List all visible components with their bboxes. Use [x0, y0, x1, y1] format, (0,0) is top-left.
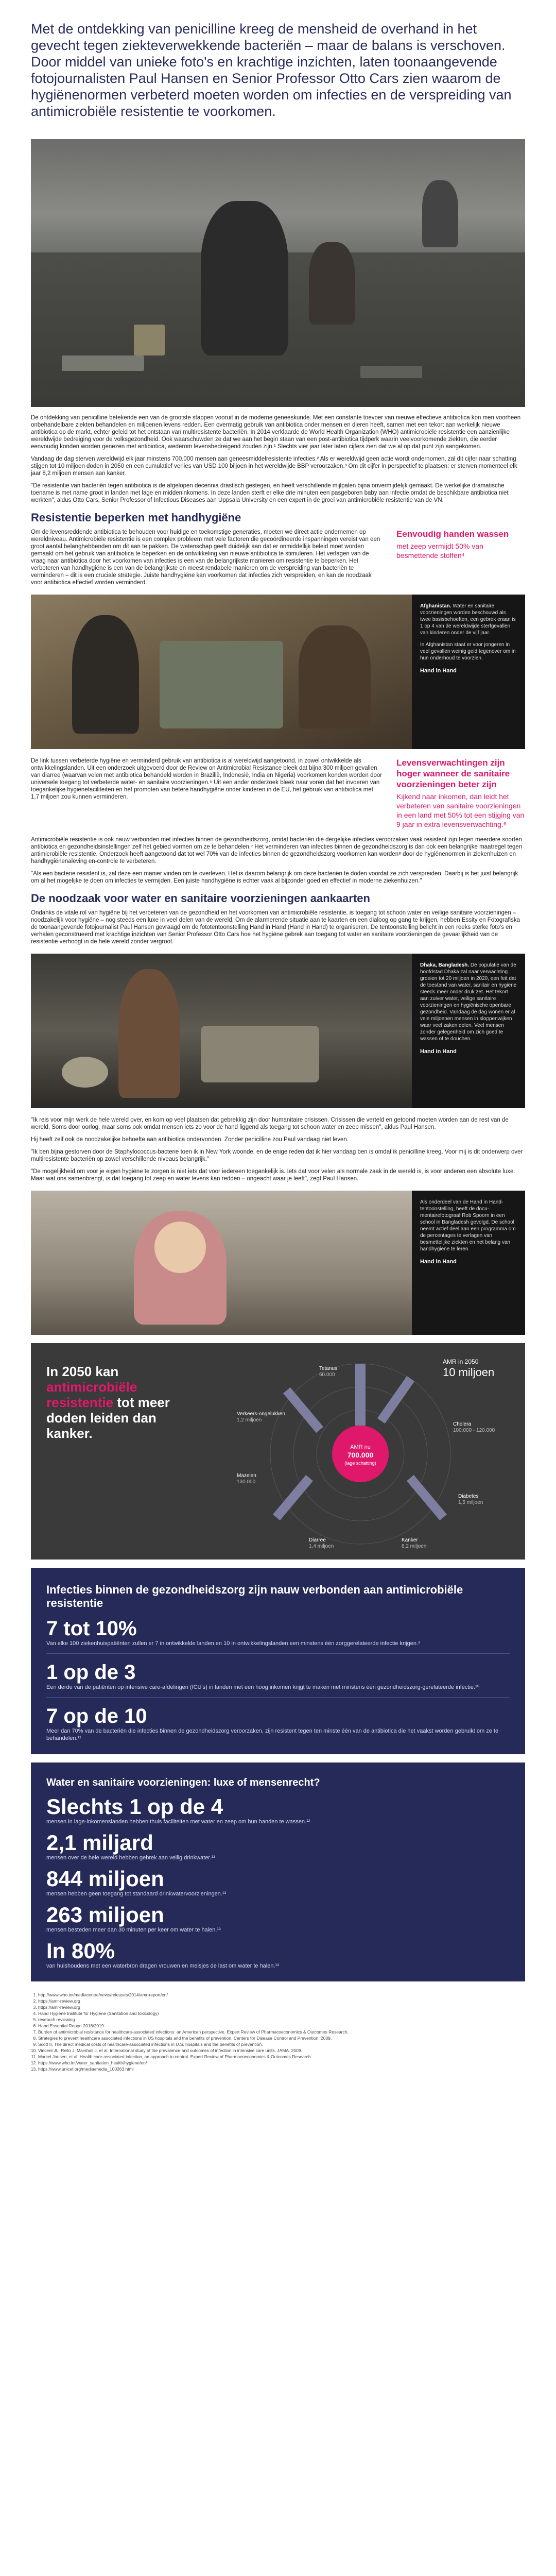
segment-value: 130.000 — [237, 1479, 256, 1485]
amr-title-highlight: antimicrobiële resistentie — [46, 1379, 137, 1410]
photo-caption — [412, 595, 525, 749]
water-text: mensen in lage-inkomenslanden hebben thuis faciliteiten met water en zeep om hun handen te wassen.¹² — [46, 1819, 310, 1825]
quote: "Ik reis voor mijn werk de hele wereld over, en kom op veel plaatsen dat gebrekkig zijn door humanitaire crisissen. Crisissen die verteld en getoond moeten worden aan de rest van de wereld. Soms door oorlog, maar soms ook omdat mensen iets zo voor de hand liggend als toegang tot schoon water en zeep missen", aldus Paul Hansen. — [31, 1117, 509, 1130]
reference: 7. Burden of antimicrobial resistance for healthcare-associated infections: an American perspective. Expert Review of Pharmacoeconomics & Outcomes Research. — [38, 2029, 525, 2035]
caption-brand: Hand in Hand — [420, 1259, 457, 1265]
reference: 11. Marcel Jansen, et al. Health care-associated infection, an approach to control. Expert Review of Pharmacoeconomics & Outcomes Research. — [38, 2054, 525, 2060]
segment-label: Mazelen — [237, 1473, 256, 1479]
section-text: De link tussen verbeterde hygiëne en verminderd gebruik van antibiotica is al wereldwijd aangetoond, in zowel ontwikkelde als ontwikkelingslanden. Uit een onderzoek uitgevoerd door de Review on Antimicrobial Resistance bleek dat bijna 300 miljoen gevallen van diarree (waarvan velen met antibiotica behandeld worden in Brazilië, Indonesië, India en Nigeria) voorkomen konden worden door universele toegang tot verbeterde water- en sanitaire voorzieningen.⁵ Uit een ander onderzoek bleek naar voren dat het invoeren van toegankelijke hygiënefaciliteiten en het promoten van betere handhygiëne onder kinderen in de EU, het gebruik van antibiotica met 1,7 miljoen zou kunnen verminderen. — [31, 758, 383, 800]
segment-value: 1,2 miljoen — [237, 1417, 262, 1423]
fact-number: 7 tot 10% — [46, 1617, 137, 1640]
body-text-1 — [0, 414, 556, 504]
quote: "Ik ben bijna gestorven door de Staphylococcus-bacterie toen ik in New York woonde, en de enige reden dat ik hier vandaag ben is omdat ik penicilline kreeg. Voor mij is dit onderwerp over multiresistente bacteriën op zowel verschillende niveaus belangrijk." — [31, 1149, 523, 1162]
healthcare-infections-box — [31, 1568, 525, 1754]
paragraph: Vandaag de dag sterven wereldwijd elk jaar minstens 700.000 mensen aan geneesmiddelresistente infecties.² Als er wereldwijd geen actie wordt ondernomen, zal dit cijfer naar schatting stijgen tot 10 miljoen doden in 2050 en een cumulatief verlies van USD 100 biljoen in het wereldwijde BBP veroorzaken.³ Om dit cijfer in perspectief te plaatsen: er sterven momenteel elk jaar 8,2 miljoen mensen aan kanker. — [31, 456, 517, 477]
photo-figure — [309, 242, 355, 325]
pull-quote — [396, 757, 525, 829]
photo-afghanistan — [31, 595, 525, 749]
segment-value: 100.000 - 120.000 — [453, 1428, 495, 1433]
photo-image — [31, 1191, 412, 1335]
segment-value: 1,4 miljoen — [309, 1544, 334, 1549]
paragraph: Ondanks de vitale rol van hygiëne bij het verbeteren van de gezondheid en het voorkomen van antimicrobiële resistentie, is toegang tot schoon water en veilige sanitaire voorzieningen – noodzakelijk voor hygiëne – nog steeds een luxe in veel delen van de wereld. Om de alarmerende situatie aan te kaarten en een dialoog op gang te krijgen, hebben Essity en Fotografiska de toonaangevende fotojournalist Paul Hansen gevraagd om de fototentoonstelling Hand in Hand (Hand in Hand) te organiseren. De tentoonstelling belicht in een reeks sterke foto's en verhalen geconstrueerd met krachtige inzichten van Senior Professor Otto Cars hoe het hygiëne gebrek aan toegang tot water en sanitaire voorzieningen de gevaarlijkheid van de resistentie verhoogt in de hele wereld zonder vergroot. — [31, 910, 520, 945]
top-label: AMR in 2050 — [443, 1358, 479, 1365]
divider — [46, 1697, 510, 1698]
photo-dhaka — [31, 954, 525, 1108]
pull-quote-title: Levensverwachtingen zijn hoger wanneer de sanitaire voorzieningen beter zijn — [396, 758, 510, 789]
segment-label: Verkeers-ongelukken — [237, 1411, 285, 1417]
intro-text: Met de ontdekking van penicilline kreeg de mensheid de overhand in het gevecht tegen ziekteverwekkende bacteriën – maar de balans is verschoven. Door middel van unieke foto's en krachtige inzichten, laten toonaangevende fotojournalisten Paul Hansen en Senior Professor Otto Cars zien waarom de hygiënenormen verbeterd moeten worden om infecties en de verspreiding van antimicrobiële resistentie te voorkomen. — [31, 21, 512, 119]
photo-figure — [201, 201, 288, 355]
reference: 4. Hand Hygiene Institute for Hygiene (Sanitation and toxicology) — [38, 2010, 525, 2016]
body-text-2 — [0, 836, 556, 885]
water-number: 2,1 miljard — [46, 1831, 153, 1855]
photo-school — [31, 1191, 525, 1335]
segment-label: Diarree — [309, 1537, 326, 1543]
caption-text: Water en sanitaire voorzieningen worden beschouwd als twee basisbehoeften, een gebrek eraan is 1 op 4 van de wereldwijde sterfgevallen van kinderen onder de vijf jaar. — [420, 603, 516, 636]
reference: 3. https://amr-review.org — [38, 2004, 525, 2010]
segment-bar — [283, 1387, 323, 1433]
center-sub: (lage schatting) — [344, 1461, 376, 1466]
reference: 8. Strategies to prevent healthcare associated infections in US hospitals and the benefits of prevention. Centers for Disease Control and Prevention, 2009. — [38, 2035, 525, 2041]
photo-debris — [134, 325, 165, 355]
facts-heading: Infecties binnen de gezondheidszorg zijn nauw verbonden aan antimicrobiële resistentie — [46, 1583, 463, 1609]
center-value: 700.000 — [347, 1451, 374, 1459]
water-number: 844 miljoen — [46, 1867, 164, 1891]
hero-photo — [31, 139, 525, 407]
photo-figure — [422, 180, 458, 247]
segment-label: Cholera — [453, 1421, 472, 1427]
photo-image — [31, 954, 412, 1108]
caption-brand: Hand in Hand — [420, 668, 457, 674]
segment-bar — [377, 1376, 414, 1423]
amr-title-part: In 2050 kan — [46, 1364, 119, 1379]
top-value: 10 miljoen — [443, 1366, 495, 1379]
paragraph: De ontdekking van penicilline betekende een van de grootste stappen vooruit in de moderne geneeskunde. Met een constante toevoer van nieuwe effectieve antibiotica kon men voorheen onbehandelbare ziekten behandelen en miljoenen levens redden. Een overmatig gebruik van antibiotica onder mensen en dieren heeft, samen met een tekort aan werkelijk nieuwe antibiotica op de markt, echter geleid tot het ontstaan van multiresistente bacteriën. In 2014 verklaarde de World Health Organization (WHO) antimicrobiële resistentie een aanzienlijke wereldwijde bedreiging voor de volksgezondheid. Ook waarschuwden ze dat we aan het begin staan van een post-antibiotica tijdperk waarin veelvoorkomende ziekten, die eerder eenvoudig konden worden genezen met antibiotica, wederom levensbedreigend zouden zijn.¹ Slechts vier jaar later laten cijfers zien dat we al op dat punt zijn aangekomen. — [31, 415, 521, 450]
section-hygiene — [0, 529, 556, 586]
divider — [46, 1653, 510, 1654]
photo-debris — [360, 366, 422, 378]
reference: 10. Vincent JL, Rello J, Marshall J, et al. International study of the prevalence and outcomes of infection in intensive care units. JAMA. 2009. — [38, 2047, 525, 2054]
photo-debris — [62, 355, 144, 371]
segment-value: 60.000 — [319, 1372, 335, 1378]
reference: 2. https://amr-review.org — [38, 1998, 525, 2004]
paragraph: "Als een bacterie resistent is, zal deze een manier vinden om te overleven. Het is daarom belangrijk om deze bacteriën te doden voordat ze zich verspreiden. Daarbij is het juist belangrijk om al het mogelijke te doen om infecties te vermijden. Een juiste handhygiëne is echter vaak al bijzonder goed en effectief in moderne ziekenhuizen." — [31, 871, 518, 884]
water-number: Slechts 1 op de 4 — [46, 1794, 223, 1819]
section-sanitation — [0, 757, 556, 829]
segment-value: 1,5 miljoen — [458, 1500, 483, 1505]
body-text-3 — [0, 909, 556, 945]
pull-quote-title: Eenvoudig handen wassen — [396, 529, 509, 539]
section-text: Om de levensreddende antibiotica te behouden voor huidige en toekomstige generaties, moeten we direct actie ondernemen op wereldniveau. Antimicrobiële resistentie is een complex probleem met vele factoren die gecoördineerde inspanningen vereist van een groot aantal belanghebbenden om dit aan te pakken. De wetenschap geeft duidelijk aan dat er onmiddellijk beleid moet worden gemaakt om het gebruik van antibiotica te beperken en de ontwikkeling van nieuwe antibiotica te stimuleren. Het verlagen van de vraag naar antibiotica door het voorkomen van infecties is een van de belangrijkste manieren om resistentie te beperken. Het verbeteren van handhygiëne is een van de belangrijkste en meest rendabele manieren om de verspreiding van bacteriën te verminderen – dit is een cruciale strategie. Juiste handhygiëne kan voorkomen dat infecties zich verspreiden, en kan de noodzaak voor antibiotica effectief worden verminderd. — [31, 529, 380, 586]
photo-image — [31, 595, 412, 749]
segment-bar — [355, 1364, 366, 1426]
quote: Hij heeft zelf ook de noodzakelijke behoefte aan antibiotica ondervonden. Zonder penicilline zou Paul vandaag niet leven. — [31, 1137, 349, 1143]
water-text: mensen over de hele wereld hebben gebrek aan veilig drinkwater.¹³ — [46, 1855, 215, 1861]
photo-caption — [412, 954, 525, 1108]
pull-quote — [396, 529, 525, 586]
caption-text: Als onderdeel van de Hand in Hand-tentoonstelling, heeft de docu-mentairefotograaf Rob Spoorn in een school in Bangladesh gevolgd. De school neemt actief deel aan een programma om de percentages te verlagen van besmettelijke ziekten en het belang van handhygiëne te leren. — [420, 1199, 516, 1252]
references — [0, 1981, 556, 2072]
segment-label: Kanker — [402, 1537, 418, 1543]
fact-text: Een derde van de patiënten op intensive care-afdelingen (ICU's) in landen met een hoog inkomen krijgt te maken met minstens één gezondheidszorg-gerelateerde infectie.¹⁰ — [46, 1684, 480, 1690]
section-heading-hygiene: Resistentie beperken met handhygiëne — [31, 511, 241, 524]
reference: 13. https://www.unicef.org/media/media_100263.html — [38, 2066, 525, 2072]
segment-label: Diabetes — [458, 1494, 479, 1499]
stats — [31, 1343, 525, 1981]
reference: 6. Hand Essential Report 2018/2019 — [38, 2023, 525, 2029]
amr-comparison — [31, 1343, 525, 1560]
quote: "De mogelijkheid om voor je eigen hygiëne te zorgen is niet iets dat voor iedereen toegankelijk is. Iets dat voor velen als normale zaak in de wereld is, is voor anderen een absolute luxe. Maar wat ons samenbrengt, is dat toegang tot zeep en water levens kan redden – ongeacht waar je leeft", zegt Paul Hansen. — [31, 1168, 515, 1182]
water-text: mensen hebben geen toegang tot standaard drinkwatervoorzieningen.¹³ — [46, 1891, 227, 1897]
caption-text-2: In Afghanistan staat er voor jongeren in veel gevallen weinig geld tegenover om in hun onderhoud te voorzien. — [420, 642, 516, 661]
water-number: In 80% — [46, 1939, 115, 1963]
paragraph: Antimicrobiële resistentie is ook nauw verbonden met infecties binnen de gezondheidszorg, omdat bacteriën die dergelijke infecties veroorzaken vaak resistent zijn tegen meerdere soorten antibiotica en gezondheidsinstellingen zelf het gebied vormen om ze te behandelen.⁷ Het verminderen van infecties binnen de gezondheidszorg is dan ook een belangrijke maatregel tegen antimicrobiële resistentie. Onderzoek heeft aangetoond dat tot wel 70% van de infecties binnen de gezondheidszorg voorkomen kan worden⁸ door de hygiënenormen in ziekenhuizen en handhygiënenaleving en-controle te verbeteren. — [31, 837, 523, 865]
center-label: AMR nu — [350, 1444, 371, 1450]
reference: 12. https://www.who.int/water_sanitation_health/hygiene/en/ — [38, 2060, 525, 2066]
segment-bar — [407, 1475, 447, 1520]
water-text: van huishoudens met een waterbron dragen vrouwen en meisjes de last om water te halen.¹³ — [46, 1963, 279, 1969]
caption-place: Afghanistan. — [420, 603, 451, 609]
caption-place: Dhaka, Bangladesh. — [420, 962, 470, 968]
water-text: mensen besteden meer dan 30 minuten per keer om water te halen.¹³ — [46, 1927, 221, 1933]
fact-number: 7 op de 10 — [46, 1705, 147, 1727]
reference: 5. research reviewing — [38, 2016, 525, 2023]
fact-number: 1 op de 3 — [46, 1661, 136, 1684]
water-number: 263 miljoen — [46, 1903, 164, 1927]
paragraph: "De resistentie van bacteriën tegen antibiotica is de afgelopen decennia drastisch gestegen, en heeft verschillende mijlpalen bijna onvermijdelijk gemaakt. De werkelijke dramatische toename is met name groot in landen met lage en middeninkomens. In deze landen sterft er elke drie minuten een pasgeboren baby aan infectie omdat de beschikbare antibiotica niet werkten", aldus Otto Cars, Senior Professor of Infectious Diseases aan Uppsala University en een expert in de groei van antimicrobiële resistentie van de VN. — [31, 483, 509, 503]
intro — [0, 0, 556, 130]
amr-title-part: tot meer doden leiden dan kanker. — [46, 1395, 170, 1441]
section-heading-water: De noodzaak voor water en sanitaire voorzieningen aankaarten — [31, 892, 370, 905]
fact-text: Meer dan 70% van de bacteriën die infecties binnen de gezondheidszorg veroorzaken, zijn resistent tegen ten minste één van de antibiotica die het vaakst worden gebruikt om ze te behandelen.¹¹ — [46, 1728, 499, 1741]
pull-quote-text: Kijkend naar inkomen, dan leidt het verbeteren van sanitaire voorzieningen in een land met 50% tot een stijging van 9 jaar in extra levensverwachting.⁶ — [396, 792, 525, 828]
pull-quote-text: met zeep vermijdt 50% van besmettende stoffen⁴ — [396, 542, 483, 560]
water-sanitation-box — [31, 1762, 525, 1981]
caption-text: De populatie van de hoofdstad Dhaka zal naar verwachting groeien tot 20 miljoen in 2020, een feit dat de toestand van water, sanitair en hygiëne steeds meer onder druk zet. Het tekort aan zuiver water, veilige sanitaire voorzieningen en hygiënische openbare gezondheid. Vandaag de dag wonen er al vele miljoenen mensen in sloppenwijken waar veel zaken delen. Veel mensen zonder gelegenheid om zich goed te wassen of te douchen. — [420, 962, 517, 1042]
amr-radial-chart — [31, 1343, 525, 1560]
reference: 1. http://www.who.int/mediacentre/news/releases/2014/amr-report/en/ — [38, 1992, 525, 1998]
fact-text: Van elke 100 ziekenhuispatiënten zullen er 7 in ontwikkelde landen en 10 in ontwikkelingslanden een minstens één zorggerelateerde infectie krijgen.⁹ — [46, 1640, 421, 1647]
quotes — [0, 1116, 556, 1182]
segment-label: Tetanus — [319, 1366, 338, 1371]
segment-value: 8,2 miljoen — [402, 1544, 427, 1549]
photo-caption — [412, 1191, 525, 1335]
water-heading: Water en sanitaire voorzieningen: luxe of mensenrecht? — [46, 1777, 320, 1788]
caption-brand: Hand in Hand — [420, 1048, 457, 1055]
reference: 9. Scott II, The direct medical costs of healthcare-associated infections in U.S. hospitals and the benefits of prevention. — [38, 2041, 525, 2047]
